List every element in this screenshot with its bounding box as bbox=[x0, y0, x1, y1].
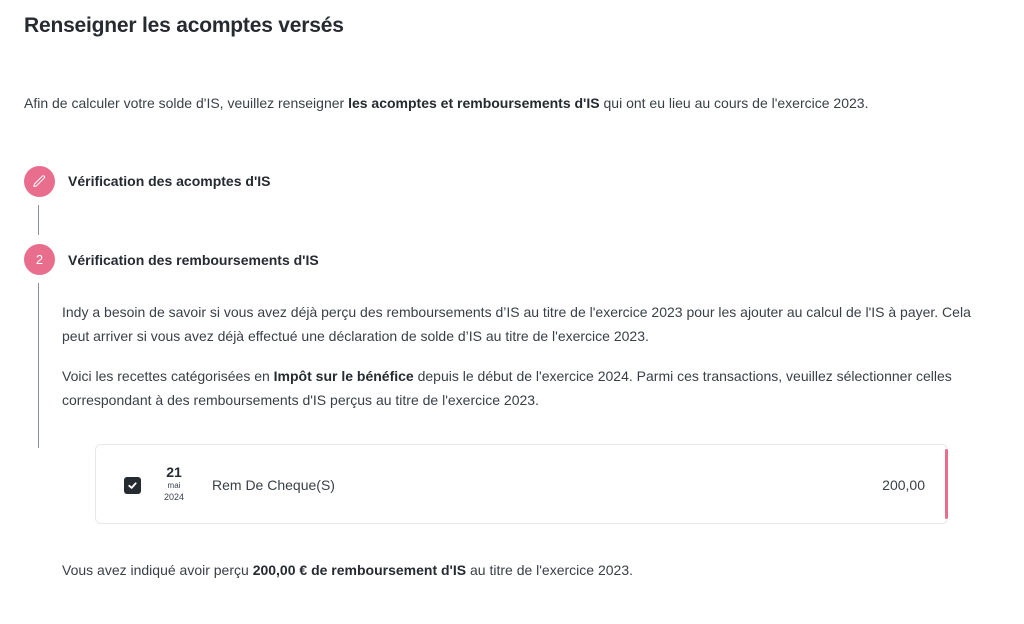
intro-text: Afin de calculer votre solde d'IS, veuillez renseigner les acomptes et remboursements d'IS qui ont eu lieu au cours de l'exercice 2023. bbox=[24, 95, 869, 111]
step-2-explanation: Indy a besoin de savoir si vous avez déjà perçu des remboursements d’IS au titre de l'exercice 2023 pour les ajouter au calcul de l'IS à payer. Cela peut arriver si vous avez déjà effectué une déclaration de solde d’IS au titre de l'exercice 2023. bbox=[62, 304, 971, 344]
step-connector bbox=[38, 205, 39, 235]
step-1-title[interactable]: Vérification des acomptes d'IS bbox=[68, 173, 271, 189]
date-day: 21 bbox=[166, 464, 182, 480]
step-2-indicator: 2 bbox=[24, 244, 55, 275]
step-2-content-line bbox=[38, 283, 39, 448]
date-month: mai bbox=[167, 481, 181, 490]
transaction-checkbox[interactable] bbox=[124, 477, 141, 494]
step-2-title: Vérification des remboursements d'IS bbox=[68, 252, 319, 268]
transaction-date bbox=[158, 465, 190, 503]
page-title: Renseigner les acomptes versés bbox=[24, 14, 344, 37]
step-2-instructions: Voici les recettes catégorisées en Impôt sur le bénéfice depuis le début de l'exercice 2024. Parmi ces transactions, veuillez sélectionner celles correspondant à des remboursements d'IS perçus au titre de l'exercice 2023. bbox=[62, 368, 952, 408]
transaction-label: Rem De Cheque(S) bbox=[212, 477, 335, 493]
date-year: 2024 bbox=[163, 492, 185, 502]
pencil-icon bbox=[32, 174, 47, 189]
transaction-row[interactable] bbox=[95, 444, 948, 524]
summary-text: Vous avez indiqué avoir perçu 200,00 € de remboursement d'IS au titre de l'exercice 2023. bbox=[62, 562, 633, 578]
step-1-indicator[interactable] bbox=[24, 166, 55, 197]
checkmark-icon bbox=[127, 480, 138, 491]
transaction-amount: 200,00 bbox=[882, 477, 925, 493]
